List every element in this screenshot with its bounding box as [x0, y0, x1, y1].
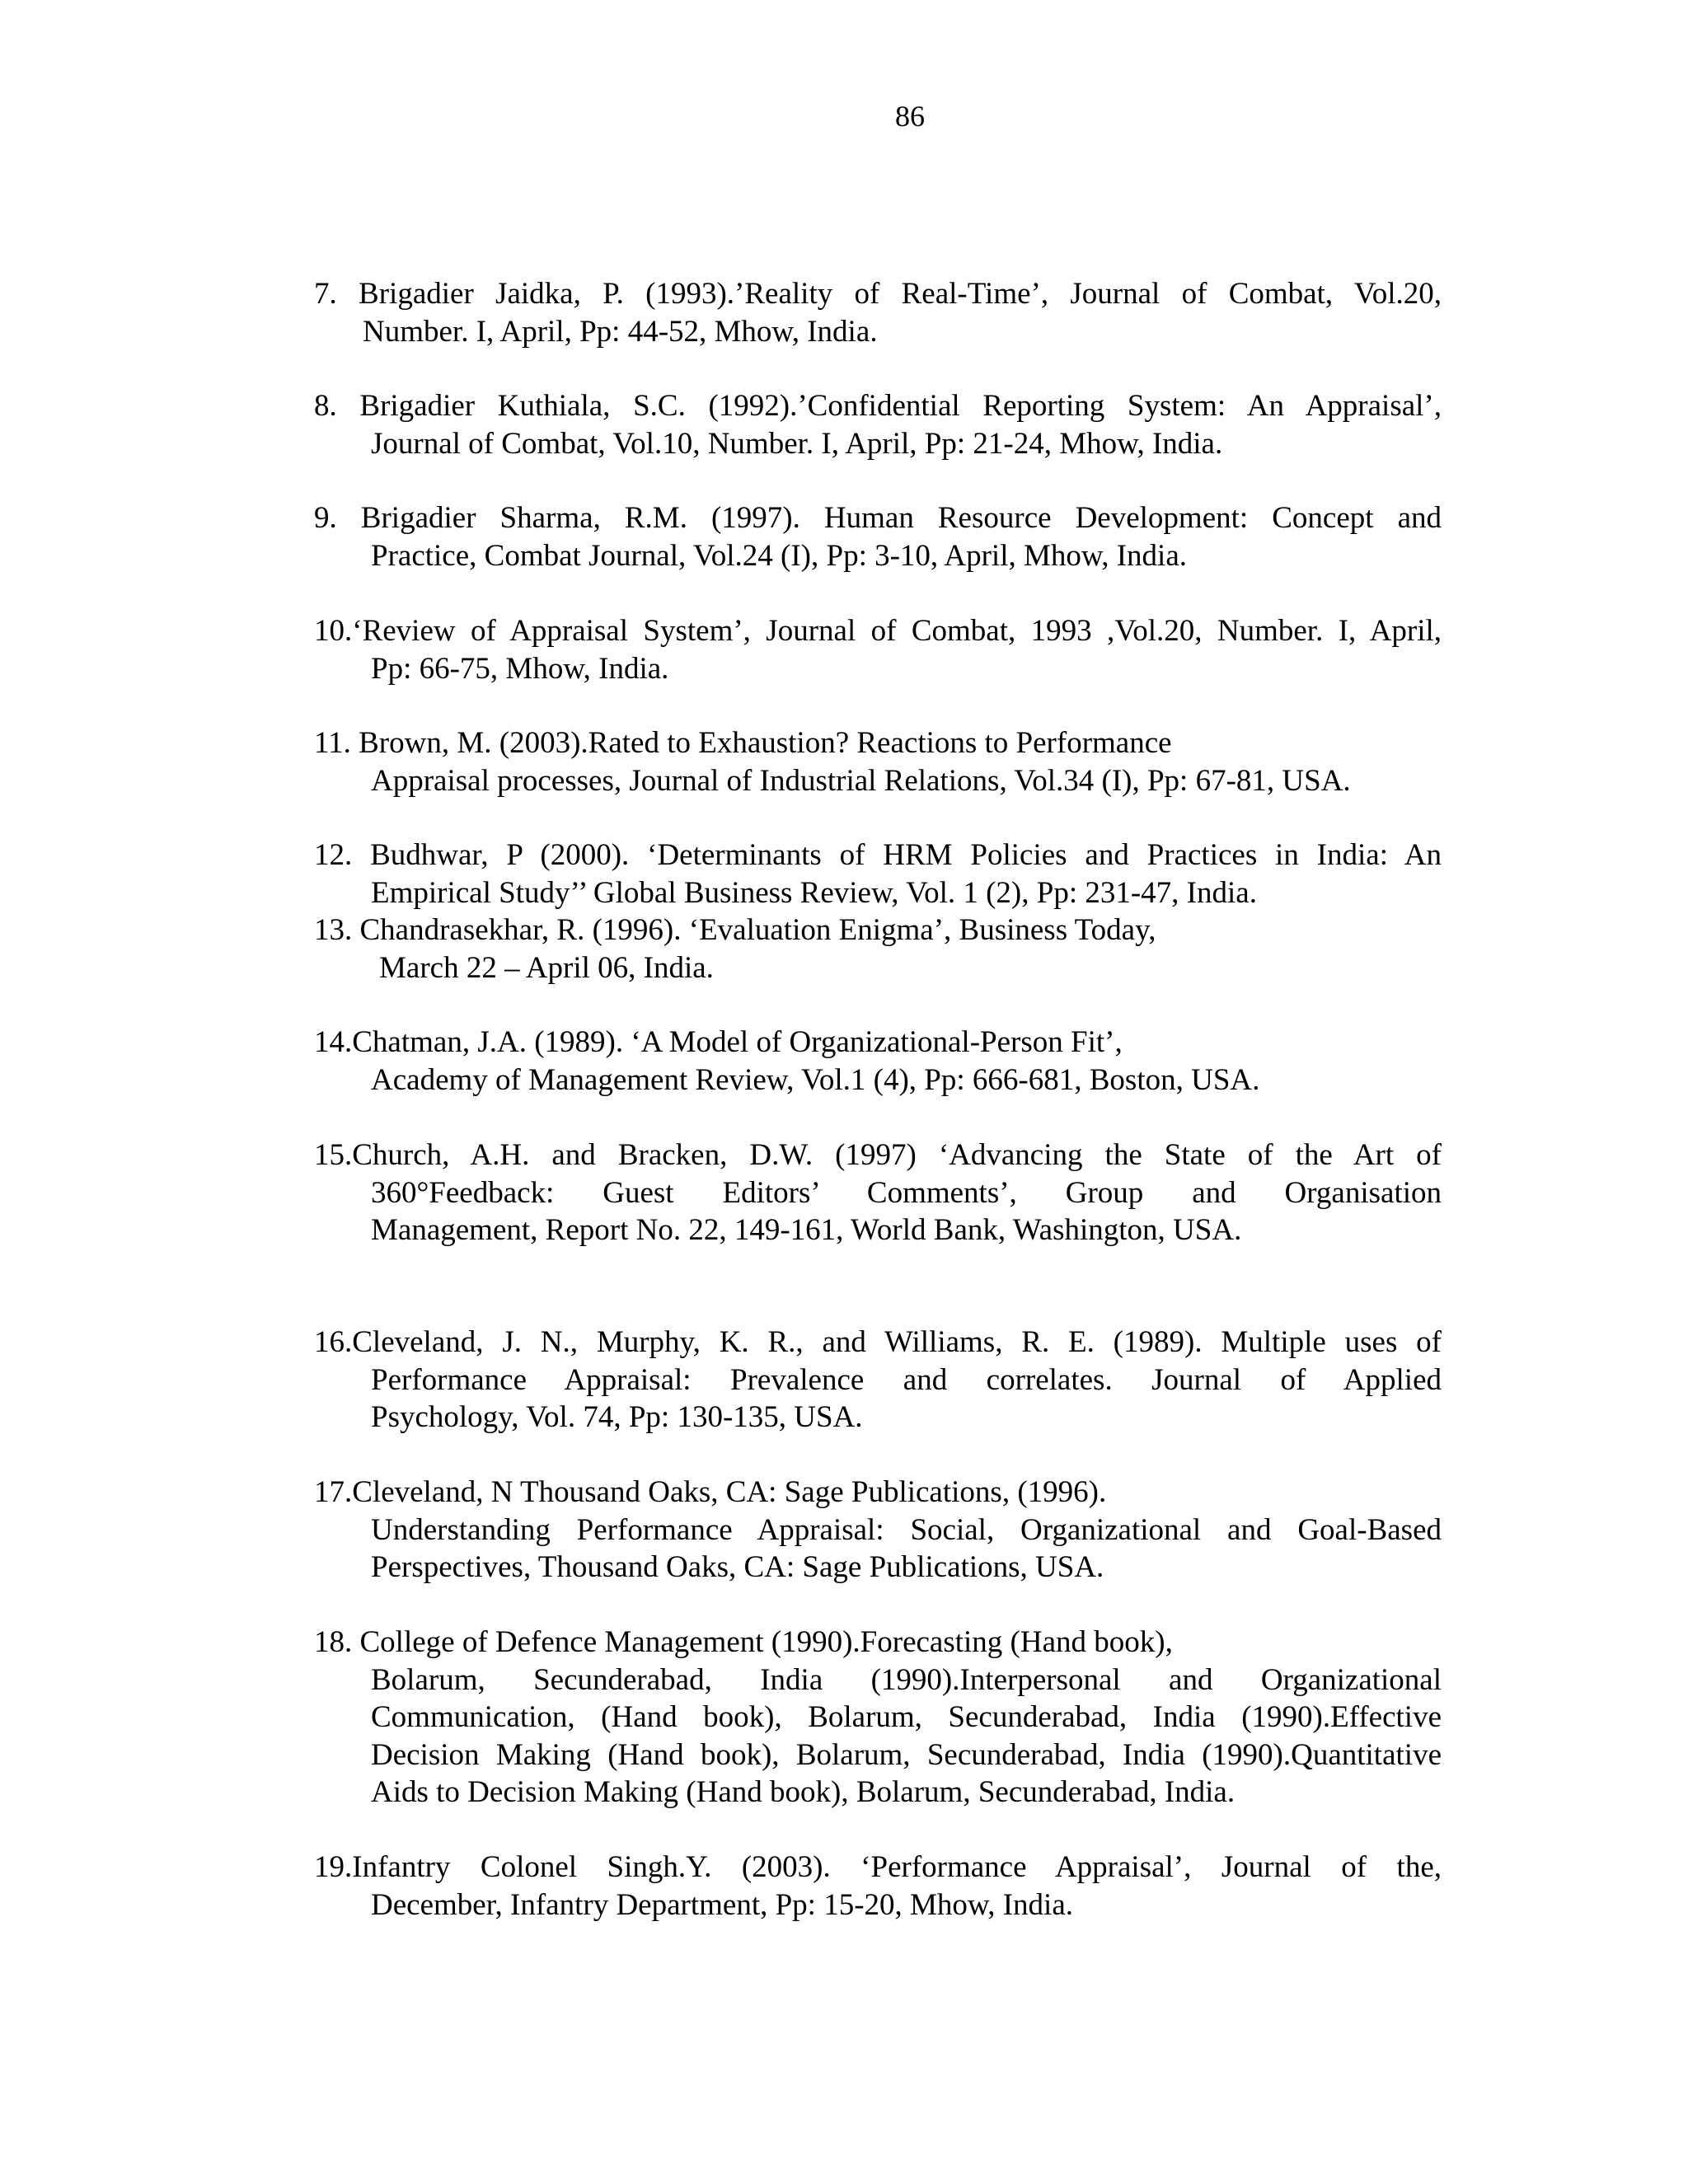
reference-line: 7. Brigadier Jaidka, P. (1993).’Reality of Real-Time’, Journal of Combat, Vol.20,: [314, 277, 1442, 311]
reference-line: Academy of Management Review, Vol.1 (4), Pp: 666-681, Boston, USA.: [371, 1062, 1260, 1097]
reference-line: March 22 – April 06, India.: [379, 950, 714, 985]
reference-line: 8. Brigadier Kuthiala, S.C. (1992).’Confidential Reporting System: An Appraisal’,: [314, 389, 1442, 423]
reference-line: 360°Feedback: Guest Editors’ Comments’, Group and Organisation: [371, 1175, 1442, 1210]
reference-line: Psychology, Vol. 74, Pp: 130-135, USA.: [371, 1400, 863, 1434]
reference-line: 19.Infantry Colonel Singh.Y. (2003). ‘Performance Appraisal’, Journal of the,: [314, 1850, 1442, 1884]
reference-line: 9. Brigadier Sharma, R.M. (1997). Human Resource Development: Concept and: [314, 501, 1442, 535]
reference-line: 17.Cleveland, N Thousand Oaks, CA: Sage Publications, (1996).: [314, 1475, 1107, 1509]
reference-line: Pp: 66-75, Mhow, India.: [371, 651, 669, 686]
reference-item-15: [314, 1137, 1442, 1249]
reference-item-17: [314, 1474, 1442, 1586]
reference-line: Performance Appraisal: Prevalence and correlates. Journal of Applied: [371, 1362, 1442, 1397]
reference-item-8: [314, 387, 1442, 462]
reference-line: Decision Making (Hand book), Bolarum, Secunderabad, India (1990).Quantitative: [371, 1737, 1442, 1772]
reference-item-13: [314, 912, 1442, 987]
reference-line: Aids to Decision Making (Hand book), Bolarum, Secunderabad, India.: [371, 1775, 1236, 1809]
reference-line: Bolarum, Secunderabad, India (1990).Interpersonal and Organizational: [371, 1662, 1442, 1697]
reference-item-9: [314, 499, 1442, 574]
reference-line: Understanding Performance Appraisal: Social, Organizational and Goal-Based: [371, 1512, 1442, 1547]
reference-item-14: [314, 1024, 1442, 1099]
reference-line: 16.Cleveland, J. N., Murphy, K. R., and Williams, R. E. (1989). Multiple uses of: [314, 1325, 1442, 1359]
reference-line: 10.‘Review of Appraisal System’, Journal of Combat, 1993 ,Vol.20, Number. I, April,: [314, 614, 1442, 648]
reference-item-11: [314, 724, 1442, 799]
page-number: 86: [895, 100, 925, 133]
reference-line: 15.Church, A.H. and Bracken, D.W. (1997) ‘Advancing the State of the Art of: [314, 1138, 1442, 1172]
reference-line: 18. College of Defence Management (1990).Forecasting (Hand book),: [314, 1625, 1173, 1659]
reference-line: December, Infantry Department, Pp: 15-20, Mhow, India.: [371, 1887, 1074, 1922]
reference-item-18: [314, 1624, 1442, 1811]
reference-line: Number. I, April, Pp: 44-52, Mhow, India.: [363, 314, 878, 349]
reference-item-10: [314, 612, 1442, 687]
reference-line: Perspectives, Thousand Oaks, CA: Sage Publications, USA.: [371, 1550, 1104, 1584]
reference-line: 14.Chatman, J.A. (1989). ‘A Model of Organizational-Person Fit’,: [314, 1025, 1123, 1059]
reference-line: Appraisal processes, Journal of Industrial Relations, Vol.34 (I), Pp: 67-81, USA.: [371, 763, 1351, 798]
reference-line: Communication, (Hand book), Bolarum, Secunderabad, India (1990).Effective: [371, 1700, 1442, 1734]
reference-line: 11. Brown, M. (2003).Rated to Exhaustion? Reactions to Performance: [314, 726, 1172, 760]
reference-item-7: [314, 275, 1442, 350]
reference-line: 12. Budhwar, P (2000). ‘Determinants of HRM Policies and Practices in India: An: [314, 838, 1442, 872]
reference-item-16: [314, 1324, 1442, 1436]
reference-line: Empirical Study’’ Global Business Review, Vol. 1 (2), Pp: 231-47, India.: [371, 875, 1257, 910]
reference-item-12: [314, 837, 1442, 912]
reference-line: Journal of Combat, Vol.10, Number. I, April, Pp: 21-24, Mhow, India.: [371, 426, 1223, 461]
reference-line: 13. Chandrasekhar, R. (1996). ‘Evaluation Enigma’, Business Today,: [314, 913, 1156, 947]
reference-item-19: [314, 1849, 1442, 1924]
reference-line: Management, Report No. 22, 149-161, World Bank, Washington, USA.: [371, 1213, 1242, 1247]
reference-line: Practice, Combat Journal, Vol.24 (I), Pp: 3-10, April, Mhow, India.: [371, 538, 1187, 573]
